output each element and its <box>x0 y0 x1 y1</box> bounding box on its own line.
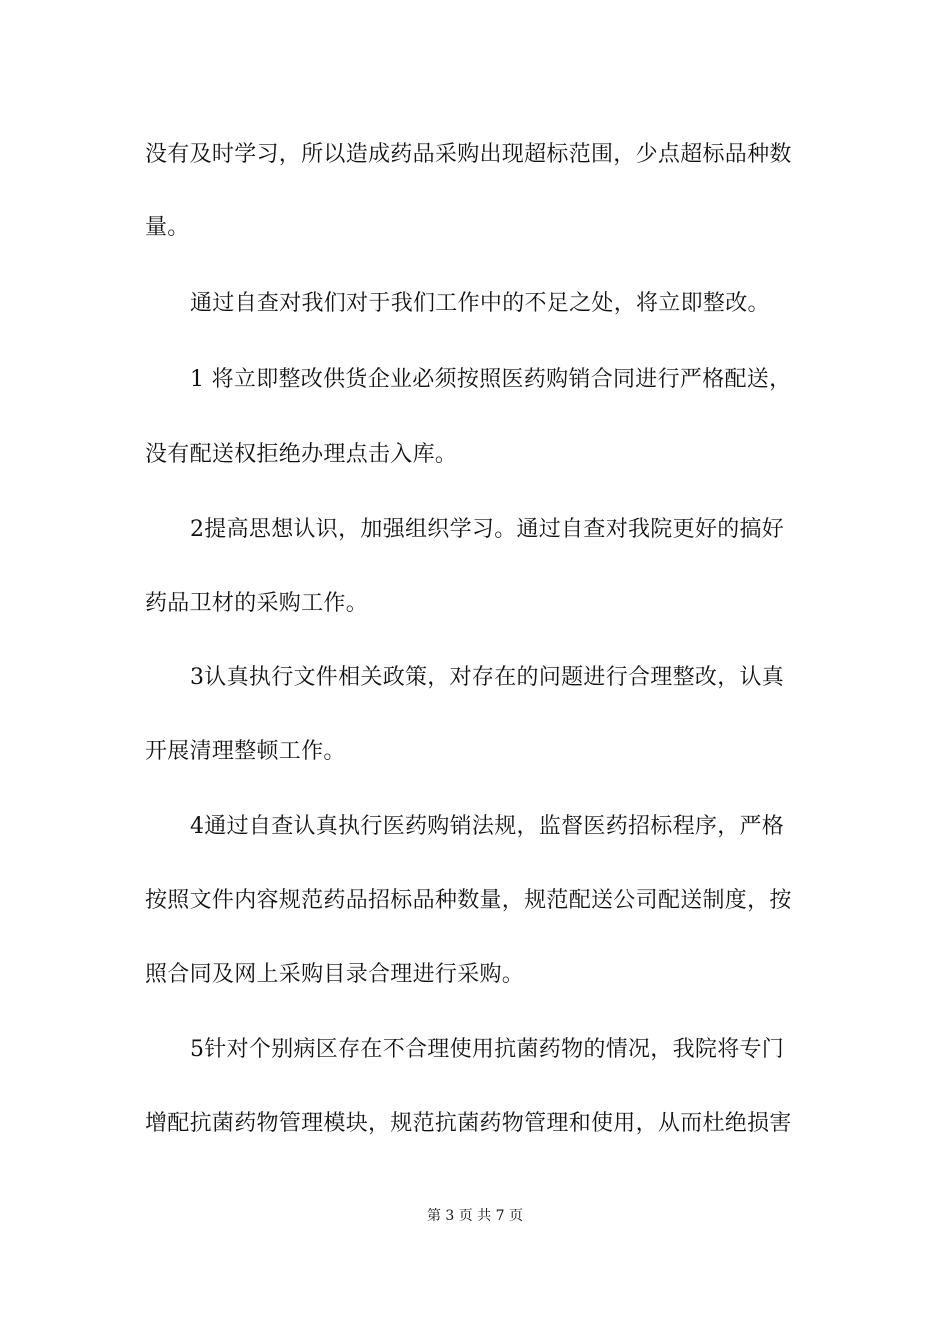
list-item-4-line: 4通过自查认真执行医药购销法规，监督医药招标程序，严格 <box>190 814 785 839</box>
body-text-line: 没有配送权拒绝办理点击入库。 <box>145 442 458 467</box>
page-number: 第 3 页 共 7 页 <box>426 1208 524 1224</box>
list-item-2-line: 2提高思想认识，加强组织学习。通过自查对我院更好的搞好 <box>190 517 785 542</box>
list-item-3-line: 3认真执行文件相关政策，对存在的问题进行合理整改，认真 <box>190 665 785 690</box>
list-item-5-line: 5针对个别病区存在不合理使用抗菌药物的情况，我院将专门 <box>190 1037 785 1062</box>
body-text-line: 增配抗菌药物管理模块，规范抗菌药物管理和使用，从而杜绝损害 <box>145 1111 792 1136</box>
body-text-line: 药品卫材的采购工作。 <box>145 591 369 616</box>
body-text-line: 开展清理整顿工作。 <box>145 739 346 764</box>
body-text-line: 按照文件内容规范药品招标品种数量，规范配送公司配送制度，按 <box>145 888 792 913</box>
body-text-line: 没有及时学习，所以造成药品采购出现超标范围，少点超标品种数 <box>145 142 792 167</box>
list-item-1-line: 1 将立即整改供货企业必须按照医药购销合同进行严格配送， <box>190 367 792 392</box>
body-text-line: 量。 <box>145 215 190 240</box>
page-footer <box>0 1206 950 1226</box>
body-text-line: 照合同及网上采购目录合理进行采购。 <box>145 962 525 987</box>
paragraph-start-line: 通过自查对我们对于我们工作中的不足之处，将立即整改。 <box>190 291 770 316</box>
